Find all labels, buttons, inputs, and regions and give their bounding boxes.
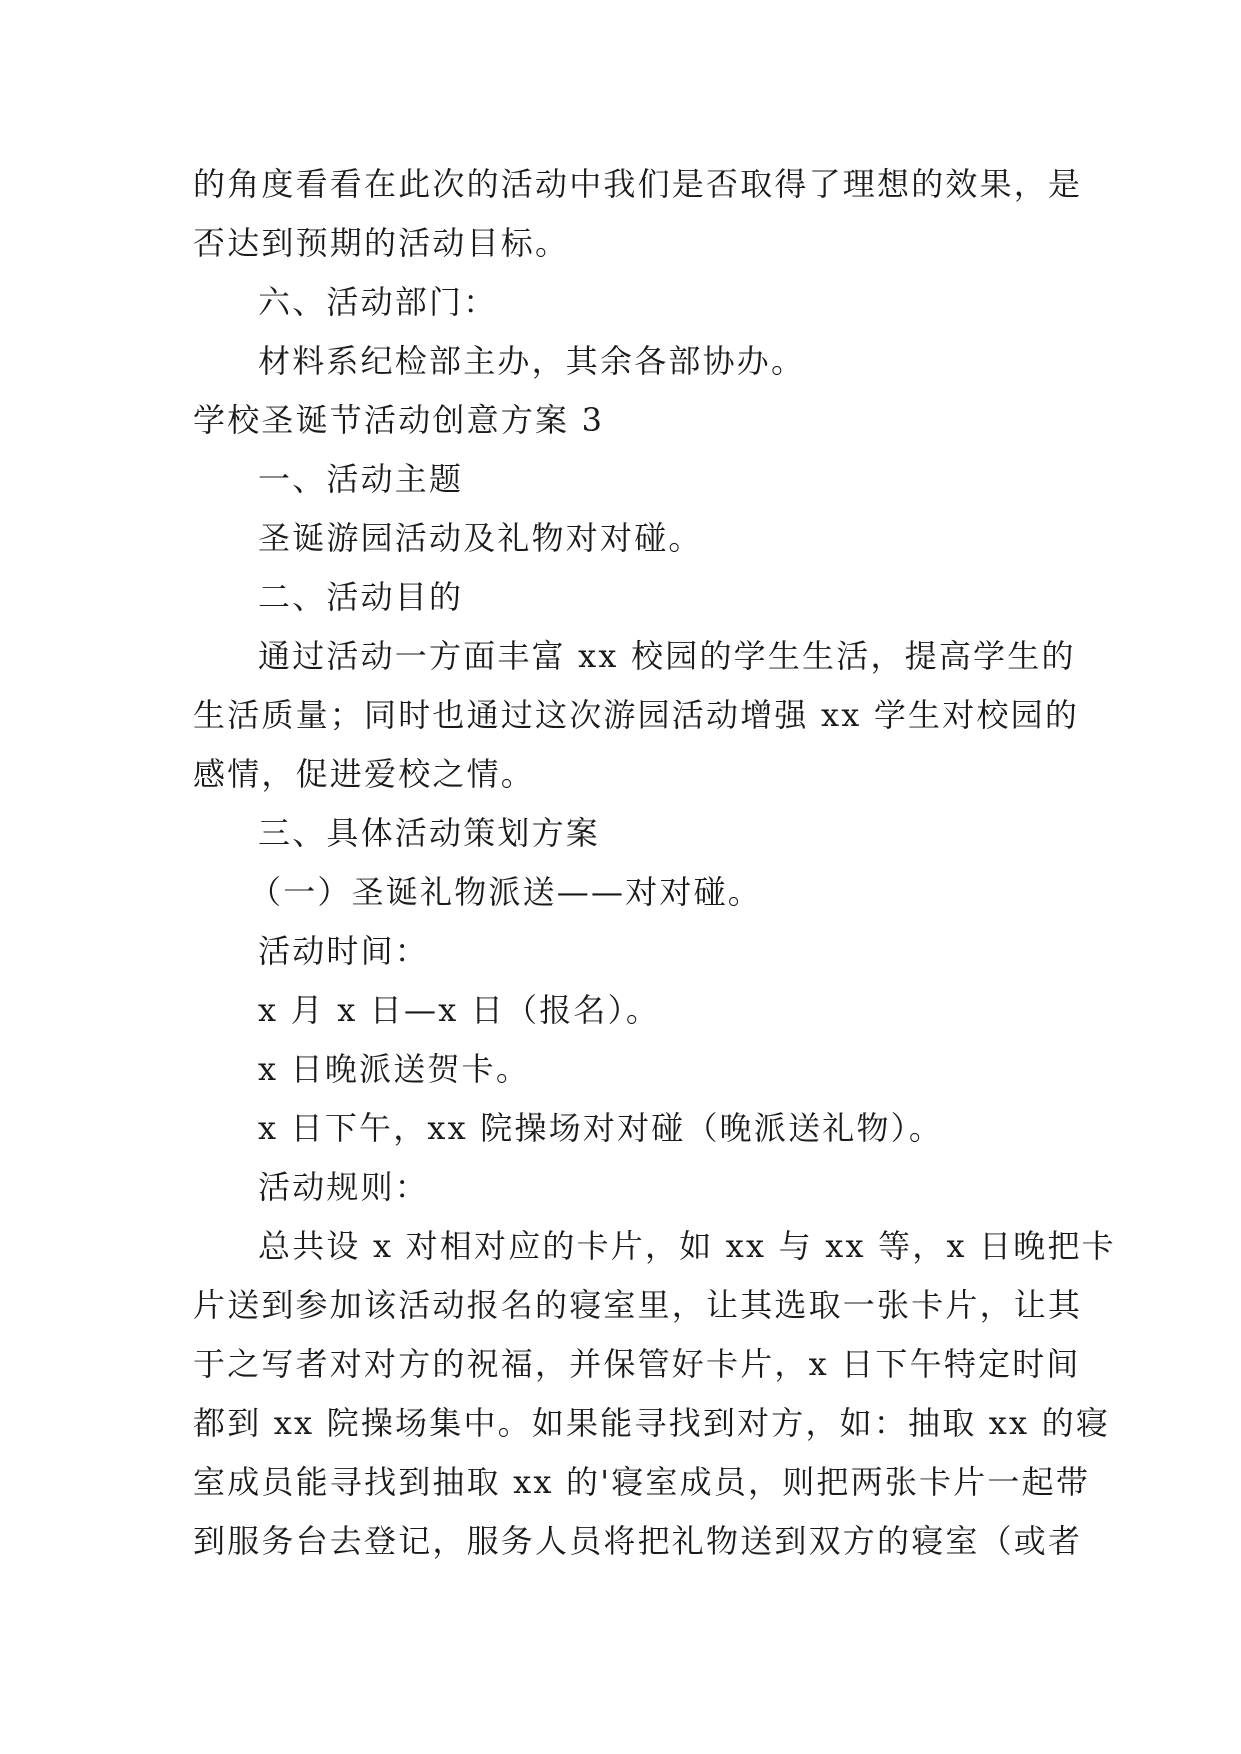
- paragraph-line: 总共设 x 对相对应的卡片，如 xx 与 xx 等，x 日晚把卡: [258, 1227, 1116, 1265]
- paragraph-line: 到服务台去登记，服务人员将把礼物送到双方的寝室（或者: [193, 1522, 1083, 1560]
- section-heading: 六、活动部门：: [258, 283, 498, 321]
- paragraph-line: x 日下午，xx 院操场对对碰（晚派送礼物）。: [258, 1109, 944, 1147]
- paragraph-line: 都到 xx 院操场集中。如果能寻找到对方，如：抽取 xx 的寝: [193, 1404, 1111, 1442]
- paragraph-line: 通过活动一方面丰富 xx 校园的学生生活，提高学生的: [258, 637, 1076, 675]
- paragraph-line: 活动规则：: [258, 1168, 430, 1206]
- paragraph-line: x 日晚派送贺卡。: [258, 1050, 531, 1088]
- document-body: [193, 155, 1116, 1571]
- paragraph-line: 于之写者对对方的祝福，并保管好卡片，x 日下午特定时间: [193, 1345, 1081, 1383]
- paragraph-line: 生活质量；同时也通过这次游园活动增强 xx 学生对校园的: [193, 696, 1080, 734]
- paragraph-line: 室成员能寻找到抽取 xx 的'寝室成员，则把两张卡片一起带: [193, 1463, 1091, 1501]
- paragraph-line: 否达到预期的活动目标。: [193, 224, 570, 262]
- paragraph-line: 圣诞游园活动及礼物对对碰。: [258, 519, 703, 557]
- paragraph-line: 活动时间：: [258, 932, 430, 970]
- document-title: 学校圣诞节活动创意方案 3: [193, 401, 605, 439]
- paragraph-line: x 月 x 日—x 日（报名）。: [258, 991, 661, 1029]
- paragraph-line: 感情，促进爱校之情。: [193, 755, 536, 793]
- section-heading: 一、活动主题: [258, 460, 464, 498]
- subsection-heading: （一）圣诞礼物派送——对对碰。: [249, 873, 763, 911]
- section-heading: 二、活动目的: [258, 578, 464, 616]
- paragraph-line: 材料系纪检部主办，其余各部协办。: [258, 342, 806, 380]
- paragraph-line: 的角度看看在此次的活动中我们是否取得了理想的效果，是: [193, 165, 1083, 203]
- paragraph-line: 片送到参加该活动报名的寝室里，让其选取一张卡片，让其: [193, 1286, 1083, 1324]
- section-heading: 三、具体活动策划方案: [258, 814, 601, 852]
